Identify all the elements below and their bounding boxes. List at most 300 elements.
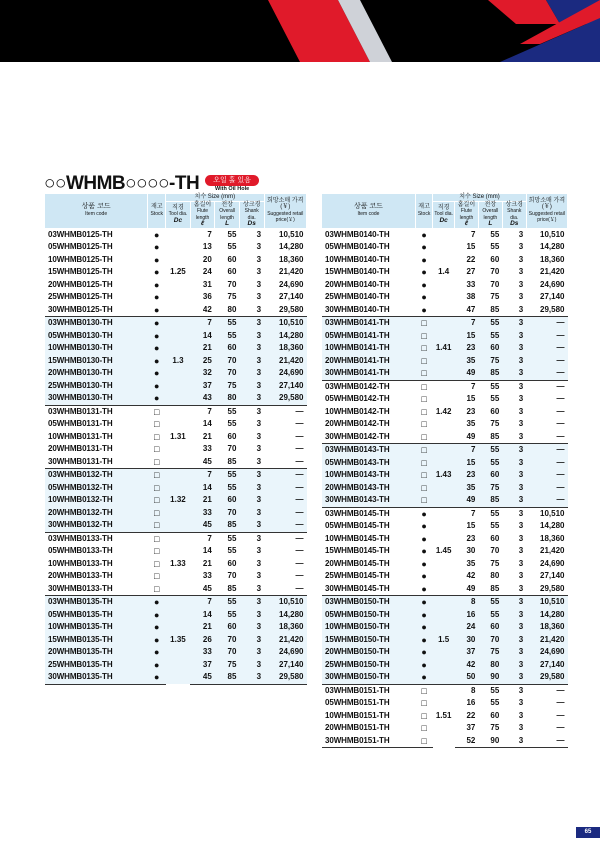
col-flute-ko: 홈길이: [457, 201, 476, 208]
stock-status: □: [154, 583, 160, 594]
stock-status: ●: [415, 596, 432, 609]
stock-status: □: [415, 317, 432, 330]
price: 29,580: [540, 304, 565, 314]
overall-length: 60: [227, 254, 237, 264]
stock-status: □: [148, 507, 166, 520]
table-row: [45, 228, 307, 241]
overall-length: 55: [478, 457, 502, 470]
shank-diameter: 3: [502, 380, 526, 393]
col-overall-sym: L: [488, 220, 493, 227]
price: 14,280: [264, 609, 306, 622]
stock-status: □: [421, 723, 427, 733]
flute-length: 36: [202, 292, 212, 301]
overall-length: 70: [490, 546, 500, 555]
stock-status: ●: [415, 659, 432, 672]
price: 24,690: [279, 279, 304, 289]
item-code: 10WHMB0133-TH: [48, 558, 113, 568]
item-code: 20WHMB0143-TH: [322, 482, 415, 495]
stock-status: □: [148, 405, 166, 418]
item-code: 20WHMB0145-TH: [325, 558, 390, 568]
stock-status: □: [148, 532, 166, 545]
flute-length: 27: [466, 267, 476, 276]
overall-length: 60: [215, 621, 240, 634]
flute-length: 14: [190, 609, 215, 622]
item-code: 15WHMB0130-TH: [45, 355, 148, 368]
overall-length: 85: [478, 494, 502, 507]
price: 14,280: [526, 609, 567, 622]
item-code: 10WHMB0150-TH: [322, 621, 415, 634]
stock-status: ●: [415, 507, 432, 520]
col-tool-en: Tool dia.: [168, 211, 188, 218]
flute-length: 15: [466, 521, 476, 530]
item-code: 15WHMB0135-TH: [45, 634, 148, 647]
price: —: [295, 444, 304, 453]
stock-status: ●: [421, 533, 427, 544]
price: 21,420: [264, 355, 306, 368]
stock-status: □: [415, 482, 432, 495]
shank-diameter: 3: [518, 229, 524, 239]
price: 10,510: [540, 229, 565, 239]
overall-length: 75: [215, 380, 240, 393]
overall-length: 55: [215, 469, 240, 482]
overall-length: 70: [490, 267, 500, 276]
flute-length: 21: [202, 558, 212, 568]
stock-status: ●: [148, 634, 166, 647]
price: —: [526, 317, 567, 330]
price: 14,280: [540, 242, 565, 251]
overall-length: 55: [478, 444, 502, 457]
stock-status: ●: [148, 659, 166, 672]
flute-length: 25: [190, 355, 215, 368]
overall-length: 90: [478, 735, 502, 748]
col-shank-sym: Ds: [247, 220, 256, 227]
shank-diameter: 3: [518, 583, 524, 593]
stock-status: ●: [148, 317, 166, 330]
stock-status: ●: [421, 583, 427, 594]
flute-length: 37: [190, 380, 215, 393]
col-price: [526, 194, 567, 228]
item-code: 25WHMB0125-TH: [48, 292, 113, 301]
stock-status: □: [154, 571, 160, 581]
price: —: [295, 583, 304, 593]
stock-status: ●: [148, 646, 166, 659]
flute-length: 49: [455, 494, 479, 507]
stock-status: ●: [415, 634, 432, 647]
flute-length: 16: [466, 698, 476, 707]
flute-length: 35: [455, 355, 479, 368]
item-code: 10WHMB0141-TH: [322, 342, 415, 355]
shank-diameter: 3: [518, 254, 524, 264]
price: —: [526, 355, 567, 368]
flute-length: 38: [466, 292, 476, 301]
price: 18,360: [264, 621, 306, 634]
table-row: [45, 469, 307, 482]
item-code: 10WHMB0125-TH: [48, 254, 113, 264]
table-row: [45, 405, 307, 418]
item-code: 10WHMB0132-TH: [45, 494, 148, 507]
overall-length: 55: [490, 698, 500, 707]
price: 29,580: [526, 671, 567, 684]
col-flute-en: Flute length: [195, 208, 210, 221]
shank-diameter: 3: [518, 279, 524, 289]
shank-diameter: 3: [239, 380, 264, 393]
col-stock-en: Stock: [417, 210, 431, 217]
price: —: [264, 494, 306, 507]
item-code: 20WHMB0125-TH: [48, 279, 113, 289]
shank-diameter: 3: [239, 519, 264, 532]
item-code: 03WHMB0145-TH: [322, 507, 415, 520]
price: —: [556, 710, 565, 720]
shank-diameter: 3: [256, 292, 262, 301]
col-flute-sym: ℓ: [464, 220, 469, 227]
flute-length: 33: [190, 646, 215, 659]
shank-diameter: 3: [239, 330, 264, 343]
flute-length: 8: [455, 596, 479, 609]
flute-length: 35: [466, 419, 476, 428]
stock-status: ●: [415, 646, 432, 659]
tool-diameter: 1.25: [170, 267, 186, 276]
price: —: [556, 419, 565, 428]
price: —: [556, 431, 565, 441]
shank-diameter: 3: [502, 671, 526, 684]
flute-length: 49: [466, 583, 476, 593]
price: 18,360: [526, 621, 567, 634]
item-code: 10WHMB0140-TH: [325, 254, 390, 264]
item-code: 03WHMB0130-TH: [45, 317, 148, 330]
item-code: 05WHMB0135-TH: [45, 609, 148, 622]
stock-status: ●: [421, 254, 427, 265]
price: 24,690: [264, 646, 306, 659]
shank-diameter: 3: [256, 571, 262, 580]
table-row: [322, 380, 568, 393]
overall-length: 55: [490, 242, 500, 251]
overall-length: 60: [215, 494, 240, 507]
price: —: [526, 469, 567, 482]
flute-length: 14: [202, 546, 212, 555]
flute-length: 7: [455, 444, 479, 457]
stock-status: ●: [421, 546, 427, 556]
flute-length: 8: [455, 684, 479, 697]
stock-status: □: [148, 469, 166, 482]
stock-status: □: [421, 394, 427, 404]
shank-diameter: 3: [502, 735, 526, 748]
shank-diameter: 3: [256, 546, 262, 555]
overall-length: 55: [215, 482, 240, 495]
item-code: 30WHMB0130-TH: [45, 392, 148, 405]
shank-diameter: 3: [518, 723, 524, 732]
tool-diameter: 1.3: [166, 317, 191, 406]
item-code: 05WHMB0133-TH: [48, 546, 113, 555]
flute-length: 23: [466, 533, 476, 543]
stock-status: ●: [148, 330, 166, 343]
overall-length: 60: [227, 267, 237, 276]
shank-diameter: 3: [502, 684, 526, 697]
overall-length: 70: [215, 646, 240, 659]
stock-status: ●: [415, 671, 432, 684]
col-size-group: 치수 Size (mm): [166, 194, 264, 201]
col-shank-ko: 상크경: [505, 201, 523, 208]
flute-length: 45: [202, 583, 212, 593]
col-overall-en: Overall length: [482, 208, 499, 221]
overall-length: 55: [227, 546, 237, 555]
shank-diameter: 3: [502, 367, 526, 380]
shank-diameter: 3: [518, 698, 524, 707]
flute-length: 45: [202, 456, 212, 466]
flute-length: 7: [455, 507, 479, 520]
shank-diameter: 3: [239, 405, 264, 418]
item-code: 03WHMB0151-TH: [322, 684, 415, 697]
overall-length: 75: [478, 355, 502, 368]
shank-diameter: 3: [256, 431, 262, 441]
stock-status: □: [415, 735, 432, 748]
price: —: [295, 431, 304, 441]
item-code: 03WHMB0135-TH: [45, 596, 148, 609]
overall-length: 60: [478, 342, 502, 355]
item-code: 10WHMB0151-TH: [325, 710, 390, 720]
stock-status: □: [415, 444, 432, 457]
item-code: 15WHMB0140-TH: [325, 267, 390, 276]
col-price: [264, 194, 306, 228]
flute-length: 35: [466, 558, 476, 568]
shank-diameter: 3: [239, 634, 264, 647]
price: —: [526, 494, 567, 507]
stock-status: ●: [415, 621, 432, 634]
item-code: 25WHMB0130-TH: [45, 380, 148, 393]
shank-diameter: 3: [518, 431, 524, 441]
shank-diameter: 3: [239, 621, 264, 634]
shank-diameter: 3: [518, 406, 524, 416]
price: —: [556, 406, 565, 416]
item-code: 25WHMB0135-TH: [45, 659, 148, 672]
table-row: [322, 596, 568, 609]
table-header: [322, 194, 568, 228]
overall-length: 55: [215, 596, 240, 609]
flute-length: 7: [190, 532, 215, 545]
col-overall-en: Overall length: [219, 208, 236, 221]
shank-diameter: 3: [502, 659, 526, 672]
flute-length: 24: [202, 267, 212, 276]
shank-diameter: 3: [256, 229, 262, 239]
stock-status: □: [154, 456, 160, 467]
price: 21,420: [264, 634, 306, 647]
shank-diameter: 3: [518, 521, 524, 530]
item-code: 03WHMB0125-TH: [48, 229, 113, 239]
flute-length: 50: [455, 671, 479, 684]
overall-length: 55: [478, 317, 502, 330]
col-price-en: Suggested retail price(￥): [267, 210, 304, 224]
overall-length: 55: [490, 394, 500, 403]
header-banner: [0, 0, 600, 62]
item-code: 20WHMB0142-TH: [325, 419, 390, 428]
spec-table-left: [45, 194, 307, 685]
overall-length: 70: [215, 634, 240, 647]
flute-length: 21: [190, 494, 215, 507]
price: 27,140: [279, 292, 304, 301]
flute-length: 14: [202, 419, 212, 428]
item-code: 10WHMB0130-TH: [45, 342, 148, 355]
flute-length: 20: [202, 254, 212, 264]
shank-diameter: 3: [518, 394, 524, 403]
price: —: [295, 571, 304, 580]
col-price-ko: 희망소매 가격(￥): [528, 197, 566, 211]
price: —: [264, 507, 306, 520]
stock-status: ●: [148, 596, 166, 609]
overall-length: 60: [490, 533, 500, 543]
overall-length: 80: [490, 571, 500, 580]
shank-diameter: 3: [502, 342, 526, 355]
item-code: 20WHMB0150-TH: [322, 646, 415, 659]
price: 14,280: [540, 521, 565, 530]
flute-length: 7: [455, 380, 479, 393]
overall-length: 55: [215, 317, 240, 330]
col-overall-ko: 전장: [221, 201, 233, 208]
shank-diameter: 3: [518, 304, 524, 314]
tool-diameter: 1.35: [166, 596, 191, 685]
flute-length: 15: [455, 457, 479, 470]
item-code: 20WHMB0135-TH: [45, 646, 148, 659]
flute-length: 37: [466, 723, 476, 732]
price: 21,420: [540, 546, 565, 555]
oil-hole-badge-label: 오일 홀 있음: [205, 175, 259, 186]
shank-diameter: 3: [256, 254, 262, 264]
price: —: [526, 735, 567, 748]
item-code: 05WHMB0125-TH: [48, 242, 113, 251]
flute-length: 35: [455, 482, 479, 495]
price: —: [264, 405, 306, 418]
shank-diameter: 3: [502, 457, 526, 470]
item-code: 05WHMB0131-TH: [48, 419, 113, 428]
shank-diameter: 3: [239, 646, 264, 659]
col-tool-sym: Dc: [439, 216, 448, 224]
stock-status: □: [154, 546, 160, 556]
price: 27,140: [264, 380, 306, 393]
shank-diameter: 3: [518, 546, 524, 555]
item-code: 30WHMB0135-TH: [45, 671, 148, 684]
stock-status: □: [421, 431, 427, 442]
item-code: 30WHMB0132-TH: [45, 519, 148, 532]
overall-length: 55: [227, 419, 237, 428]
col-overall-ko: 전장: [484, 201, 497, 208]
shank-diameter: 3: [502, 355, 526, 368]
overall-length: 55: [478, 380, 502, 393]
tool-diameter: 1.5: [433, 596, 455, 685]
overall-length: 85: [215, 519, 240, 532]
table-row: [322, 444, 568, 457]
item-code: 20WHMB0140-TH: [325, 279, 390, 289]
item-code: 20WHMB0130-TH: [45, 367, 148, 380]
flute-length: 45: [190, 519, 215, 532]
shank-diameter: 3: [239, 609, 264, 622]
stock-status: □: [154, 444, 160, 454]
price: —: [556, 723, 565, 732]
shank-diameter: 3: [239, 596, 264, 609]
overall-length: 75: [478, 482, 502, 495]
shank-diameter: 3: [502, 330, 526, 343]
stock-status: ●: [148, 671, 166, 684]
overall-length: 85: [490, 583, 500, 593]
flute-length: 37: [455, 646, 479, 659]
stock-status: ●: [148, 621, 166, 634]
col-tool-ko: 직경: [437, 204, 450, 211]
item-code: 05WHMB0141-TH: [322, 330, 415, 343]
shank-diameter: 3: [256, 279, 262, 289]
shank-diameter: 3: [239, 494, 264, 507]
flute-length: 15: [455, 330, 479, 343]
spec-table-right: [322, 194, 568, 748]
flute-length: 49: [466, 431, 476, 441]
product-title: ○○WHMB○○○○-TH: [44, 173, 200, 194]
table-row: [322, 317, 568, 330]
price: 29,580: [264, 392, 306, 405]
stock-status: ●: [421, 292, 427, 302]
shank-diameter: 3: [518, 242, 524, 251]
flute-length: 15: [466, 394, 476, 403]
stock-status: □: [415, 355, 432, 368]
stock-status: □: [421, 406, 427, 417]
table-row: [322, 228, 568, 241]
overall-length: 55: [215, 330, 240, 343]
stock-status: ●: [421, 242, 427, 252]
price: —: [264, 532, 306, 545]
flute-length: 23: [466, 406, 476, 416]
stock-status: ●: [148, 380, 166, 393]
col-shank-ko: 상크경: [243, 201, 261, 208]
price: 29,580: [540, 583, 565, 593]
flute-length: 21: [190, 621, 215, 634]
price: 18,360: [264, 342, 306, 355]
price: 21,420: [279, 267, 304, 276]
flute-length: 42: [202, 304, 212, 314]
tool-diameter: 1.4: [438, 267, 450, 276]
col-flute-en: Flute length: [459, 208, 474, 221]
col-shank: [502, 201, 526, 228]
price: 14,280: [279, 242, 304, 251]
overall-length: 75: [490, 723, 500, 732]
table-header: [45, 194, 307, 228]
item-code: 30WHMB0133-TH: [48, 583, 113, 593]
col-code-ko: 상품 코드: [81, 203, 111, 211]
flute-length: 14: [190, 330, 215, 343]
overall-length: 55: [478, 330, 502, 343]
price: 14,280: [264, 330, 306, 343]
stock-status: □: [154, 419, 160, 429]
stock-status: ●: [154, 229, 160, 240]
price: 24,690: [540, 279, 565, 289]
col-shank: [239, 201, 264, 228]
overall-length: 70: [215, 507, 240, 520]
col-stock: [415, 194, 432, 228]
stock-status: ●: [148, 342, 166, 355]
flute-length: 21: [190, 342, 215, 355]
table-row: [322, 684, 568, 697]
overall-length: 85: [490, 431, 500, 441]
overall-length: 55: [478, 684, 502, 697]
price: —: [526, 684, 567, 697]
col-code: [322, 194, 415, 228]
overall-length: 60: [215, 342, 240, 355]
flute-length: 52: [455, 735, 479, 748]
item-code: 05WHMB0140-TH: [325, 242, 390, 251]
price: 10,510: [279, 229, 304, 239]
stock-status: ●: [421, 521, 427, 531]
shank-diameter: 3: [239, 532, 264, 545]
item-code: 30WHMB0145-TH: [325, 583, 390, 593]
flute-length: 7: [470, 229, 476, 239]
shank-diameter: 3: [256, 419, 262, 428]
item-code: 03WHMB0132-TH: [45, 469, 148, 482]
flute-length: 42: [466, 571, 476, 580]
overall-length: 55: [478, 609, 502, 622]
